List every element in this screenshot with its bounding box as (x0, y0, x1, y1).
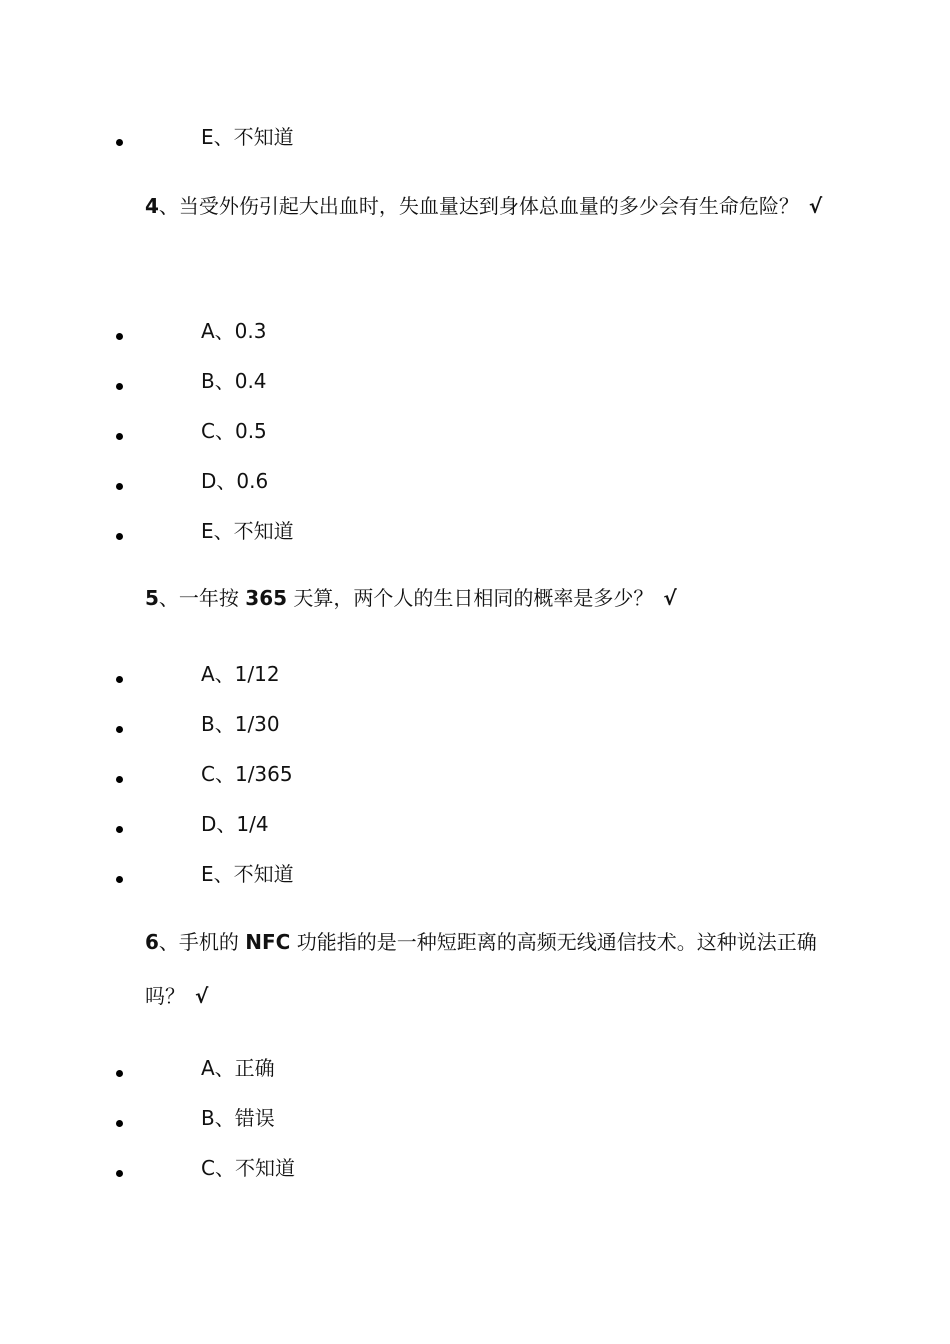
list-item (0, 1056, 950, 1086)
list-item (0, 469, 950, 499)
checkmark-icon: √ (663, 586, 677, 610)
bullet-icon (116, 826, 123, 833)
option-label: D、1/4 (201, 812, 269, 836)
bullet-icon (116, 1170, 123, 1177)
list-item (0, 519, 950, 549)
question-text-before: 手机的 (178, 930, 246, 954)
checkmark-icon: √ (808, 194, 823, 218)
question-bold-term: NFC (245, 930, 291, 954)
list-item (0, 319, 950, 349)
question-number: 5 (145, 586, 159, 610)
checkmark-icon: √ (195, 984, 209, 1008)
option-label: A、1/12 (201, 662, 280, 686)
question-separator: 、 (158, 194, 179, 218)
question-separator: 、 (158, 930, 179, 954)
list-item (0, 369, 950, 399)
list-item (0, 762, 950, 792)
list-item (0, 662, 950, 692)
bullet-icon (116, 776, 123, 783)
list-item (0, 419, 950, 449)
bullet-icon (116, 1070, 123, 1077)
option-label: C、不知道 (201, 1156, 295, 1180)
list-item (0, 1156, 950, 1186)
option-label: B、0.4 (201, 369, 267, 393)
option-label: D、0.6 (201, 469, 269, 493)
bullet-icon (116, 383, 123, 390)
question-4 (145, 179, 825, 233)
option-label: B、错误 (201, 1106, 275, 1130)
option-label: C、1/365 (201, 762, 293, 786)
bullet-icon (116, 483, 123, 490)
option-label: E、不知道 (201, 519, 294, 543)
option-label: A、正确 (201, 1056, 275, 1080)
question-5 (145, 571, 825, 625)
bullet-icon (116, 333, 123, 340)
question-text-after: 功能指的是一种短距离的高频无线通信技术。这种说法正确吗？ (145, 930, 817, 1008)
bullet-icon (116, 876, 123, 883)
list-item (0, 812, 950, 842)
bullet-icon (116, 726, 123, 733)
question-6 (145, 915, 825, 1023)
option-label: A、0.3 (201, 319, 267, 343)
option-label: C、0.5 (201, 419, 267, 443)
list-item (0, 125, 950, 155)
option-label: B、1/30 (201, 712, 280, 736)
question-text: 当受外伤引起大出血时，失血量达到身体总血量的多少会有生命危险？ (178, 194, 799, 218)
question-text-after: 天算，两个人的生日相同的概率是多少？ (287, 586, 654, 610)
list-item (0, 1106, 950, 1136)
bullet-icon (116, 1120, 123, 1127)
question-number: 4 (145, 194, 159, 218)
option-label: E、不知道 (201, 862, 294, 886)
question-text-before: 一年按 (178, 586, 246, 610)
question-number: 6 (145, 930, 159, 954)
list-item (0, 862, 950, 892)
option-label: E、不知道 (201, 125, 294, 149)
list-item (0, 712, 950, 742)
bullet-icon (116, 676, 123, 683)
bullet-icon (116, 433, 123, 440)
question-bold-term: 365 (245, 586, 288, 610)
question-separator: 、 (158, 586, 179, 610)
bullet-icon (116, 139, 123, 146)
bullet-icon (116, 533, 123, 540)
